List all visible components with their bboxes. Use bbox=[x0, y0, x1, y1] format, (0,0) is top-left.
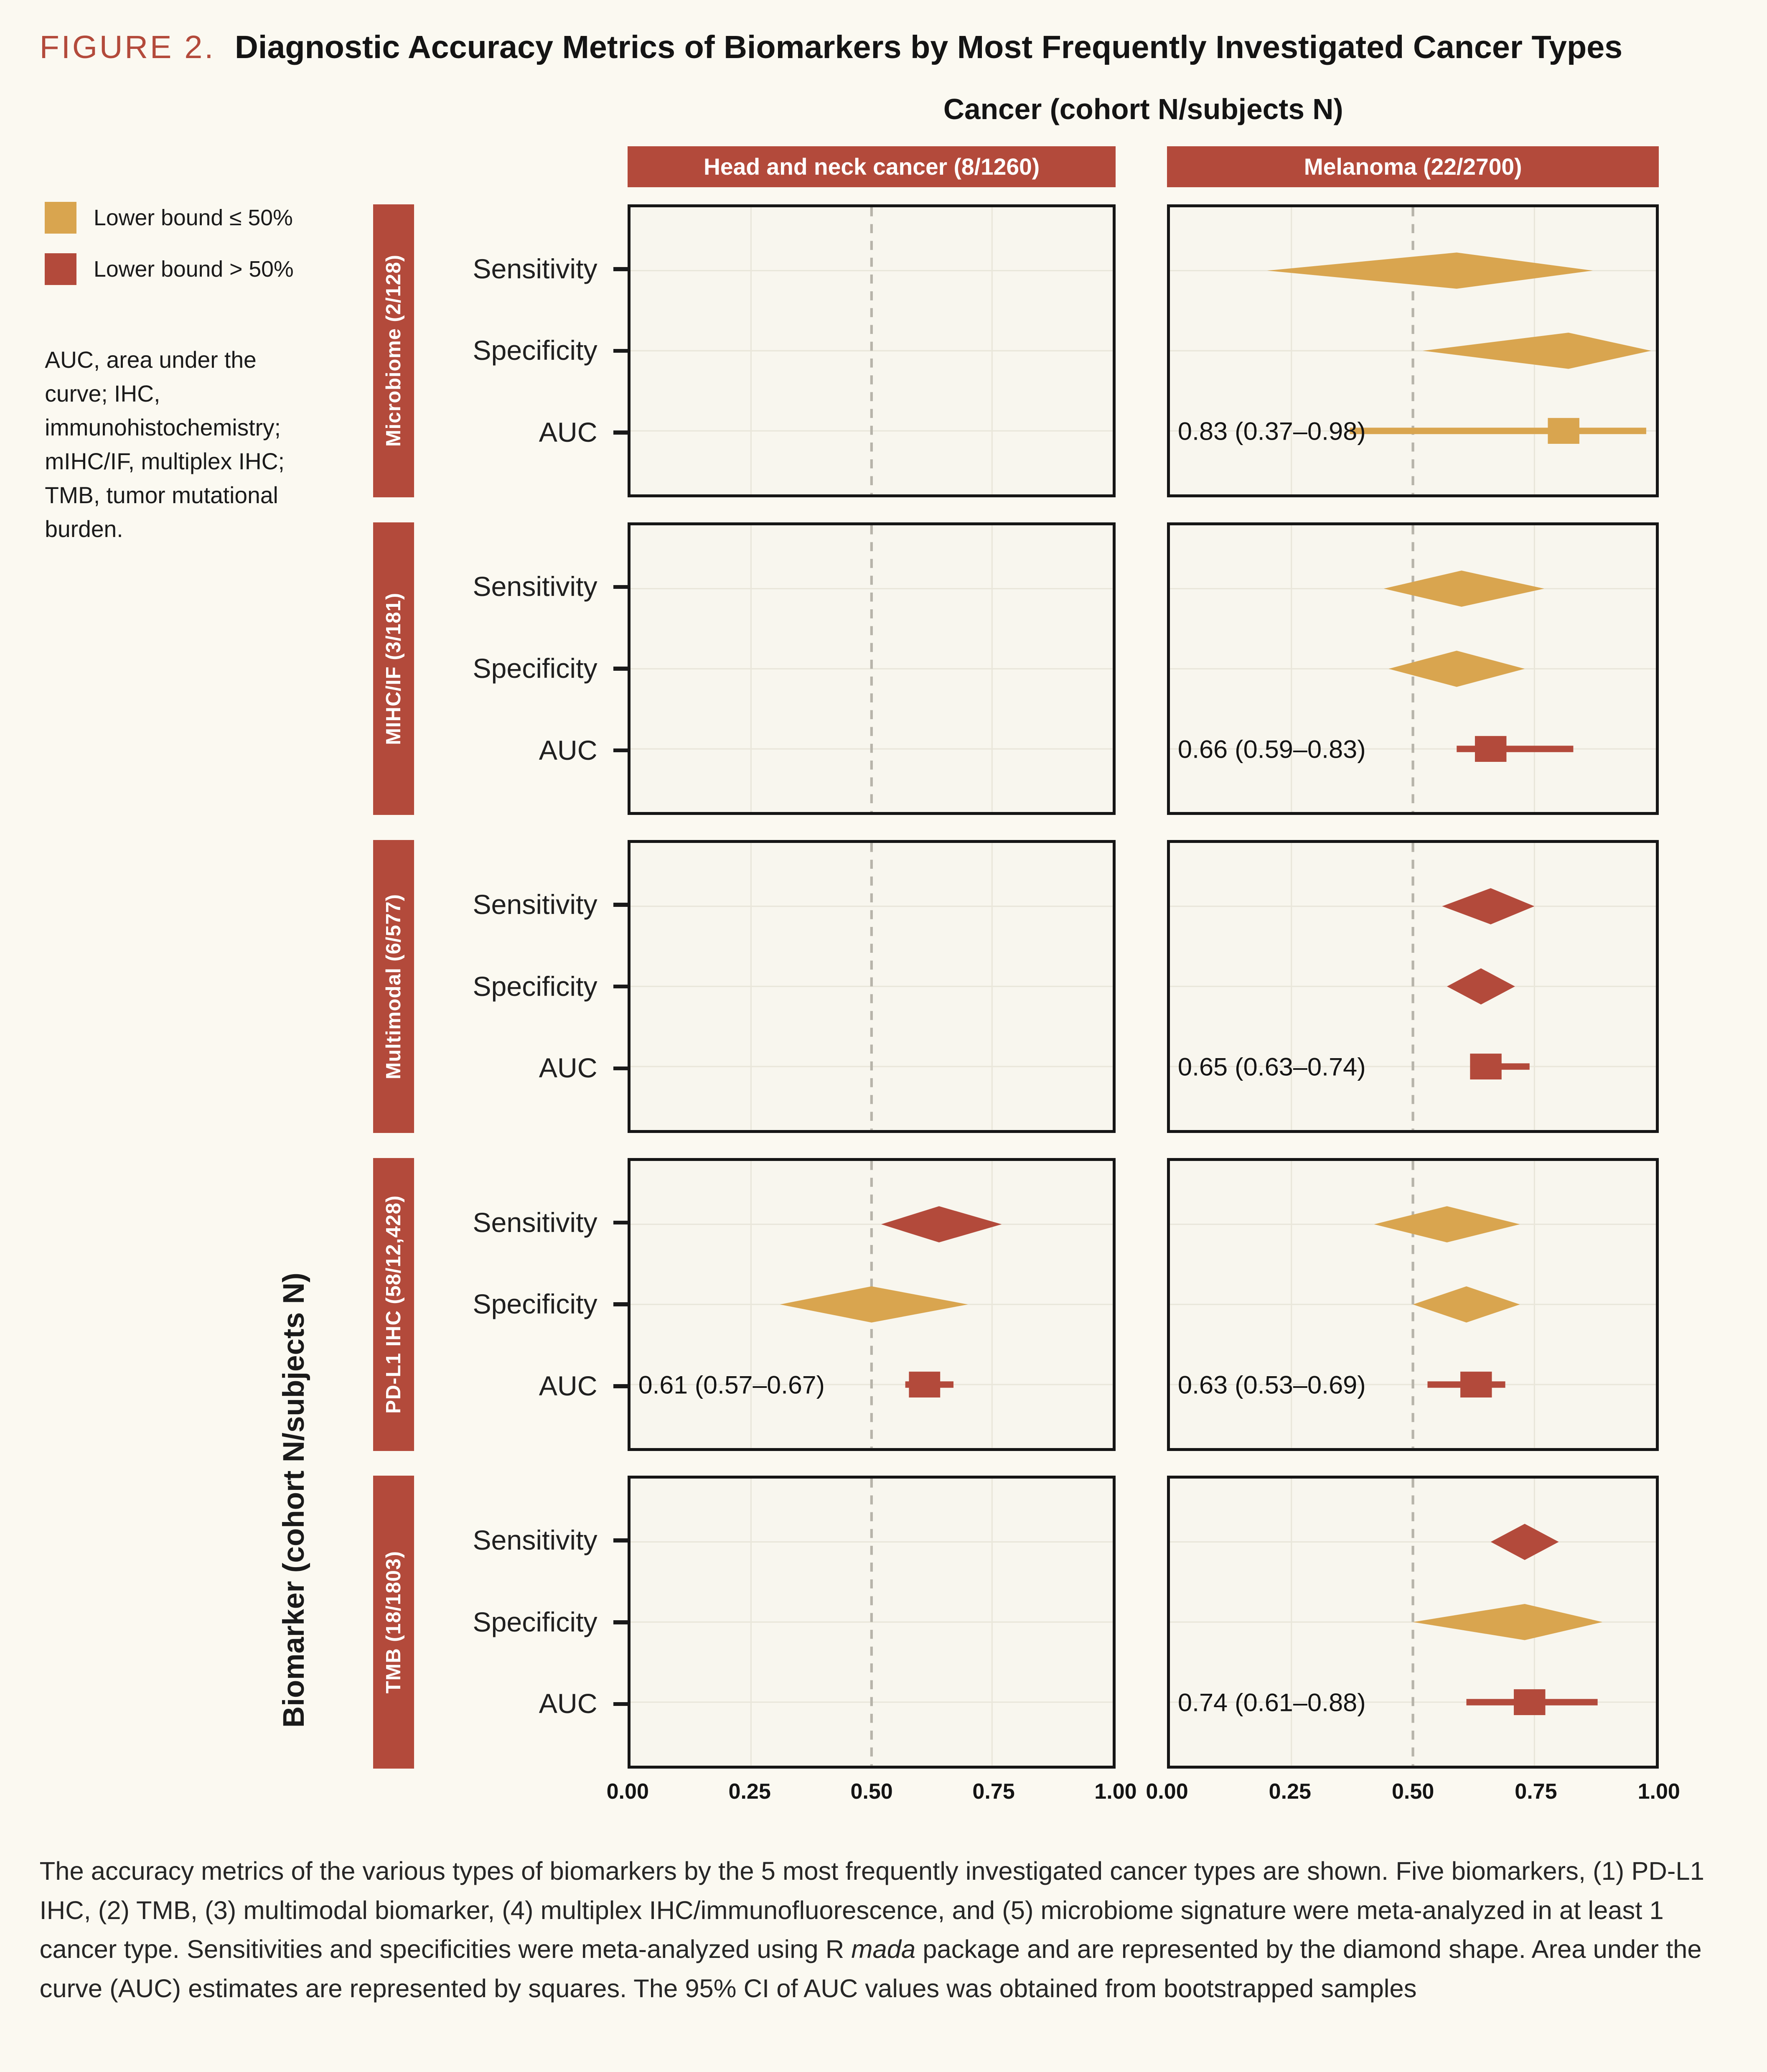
metric-label-specificity: Specificity bbox=[473, 335, 628, 367]
metric-label-specificity: Specificity bbox=[473, 1288, 628, 1320]
column-gap bbox=[1116, 840, 1167, 1133]
caption-text: package and are represented by the diamond shape. Area under the curve (AUC) estimates are represented by squares. The 95% CI of AUC values was obtained from bootstrapped samples bbox=[39, 1935, 1702, 2003]
specificity-diamond bbox=[1413, 1604, 1603, 1640]
axis-tick bbox=[613, 349, 628, 353]
auc-square bbox=[1548, 418, 1579, 444]
metric-label-auc: AUC bbox=[539, 1052, 628, 1084]
biomarker-label-bar bbox=[373, 522, 414, 815]
x-tick-label: 0.50 bbox=[850, 1779, 893, 1804]
plot-panel-row5-col2 bbox=[1167, 1476, 1659, 1769]
caption-text: The accuracy metrics of the various types of biomarkers by the 5 most frequently investigated cancer types are shown. Five biomarkers, (1) PD-L1 IHC, (2) TMB, (3) multimodal biomarker, (4) multiplex IHC/immunofluorescence, and (5) microbiome signature were meta-analyzed in at least 1 cancer type. Sensitivities and specificities were meta-analyzed using R bbox=[39, 1857, 1704, 1964]
plot-panel-row3-col2 bbox=[1167, 840, 1659, 1133]
metric-labels bbox=[414, 840, 628, 1133]
biomarker-label: Microbiome (2/128) bbox=[382, 255, 405, 447]
auc-value-label: 0.63 (0.53–0.69) bbox=[1177, 1371, 1366, 1399]
x-axis-col-1 bbox=[606, 1777, 1137, 1811]
plot-panel-row4-col1 bbox=[628, 1158, 1116, 1451]
row-spacer bbox=[40, 522, 373, 815]
row-axis-title: Biomarker (cohort N/subjects N) bbox=[277, 1273, 310, 1728]
panel-canvas bbox=[631, 525, 1113, 812]
biomarker-label-bar bbox=[373, 840, 414, 1133]
axis-tick bbox=[613, 1538, 628, 1542]
specificity-diamond bbox=[1447, 968, 1515, 1005]
plot-panel-row2-col2 bbox=[1167, 522, 1659, 815]
auc-value-label: 0.61 (0.57–0.67) bbox=[638, 1370, 825, 1399]
auc-value-label: 0.74 (0.61–0.88) bbox=[1177, 1688, 1366, 1717]
plot-panel-row1-col1 bbox=[628, 204, 1116, 497]
panel-canvas bbox=[1170, 207, 1656, 494]
metric-label-sensitivity: Sensitivity bbox=[473, 1525, 628, 1556]
metric-label-sensitivity: Sensitivity bbox=[473, 889, 628, 921]
metric-label-auc: AUC bbox=[539, 417, 628, 448]
x-tick-label: 0.00 bbox=[606, 1779, 649, 1804]
sensitivity-diamond bbox=[881, 1206, 1002, 1242]
metric-labels bbox=[414, 1158, 628, 1451]
axis-tick bbox=[613, 985, 628, 988]
row-spacer bbox=[40, 1476, 373, 1769]
metric-label-auc: AUC bbox=[539, 1688, 628, 1720]
legend-label: Lower bound ≤ 50% bbox=[94, 205, 293, 230]
auc-square bbox=[1460, 1372, 1492, 1397]
abbreviations-note: AUC, area under the curve; IHC, immunohistochemistry; mIHC/IF, multiplex IHC; TMB, tumor mutational burden. bbox=[45, 346, 285, 542]
x-tick-label: 0.75 bbox=[1515, 1779, 1557, 1804]
auc-value-label: 0.66 (0.59–0.83) bbox=[1177, 735, 1366, 764]
sensitivity-diamond bbox=[1267, 252, 1593, 289]
biomarker-label: MIHC/IF (3/181) bbox=[382, 592, 405, 745]
legend-label: Lower bound > 50% bbox=[94, 256, 294, 282]
axis-tick bbox=[613, 1384, 628, 1388]
axis-tick bbox=[613, 267, 628, 271]
biomarker-label-bar bbox=[373, 204, 414, 497]
panel-grid bbox=[40, 204, 1659, 1769]
axis-tick bbox=[613, 430, 628, 434]
column-axis-title: Cancer (cohort N/subjects N) bbox=[943, 92, 1343, 125]
specificity-diamond bbox=[1423, 333, 1651, 369]
auc-value-label: 0.83 (0.37–0.98) bbox=[1177, 417, 1366, 445]
column-gap bbox=[1116, 522, 1167, 815]
sensitivity-diamond bbox=[1442, 888, 1534, 925]
metric-label-sensitivity: Sensitivity bbox=[473, 571, 628, 603]
x-tick-label: 1.00 bbox=[1094, 1779, 1137, 1804]
column-gap bbox=[1116, 1158, 1167, 1451]
plot-panel-row4-col2 bbox=[1167, 1158, 1659, 1451]
x-tick-label: 0.50 bbox=[1391, 1779, 1434, 1804]
axis-tick bbox=[613, 1221, 628, 1224]
column-header-head-and-neck-cancer: Head and neck cancer (8/1260) bbox=[628, 146, 1116, 187]
axis-tick bbox=[613, 748, 628, 752]
panel-canvas bbox=[631, 207, 1113, 494]
biomarker-row-4 bbox=[40, 1158, 1659, 1451]
biomarker-label: TMB (18/1803) bbox=[382, 1551, 405, 1694]
auc-square bbox=[909, 1372, 941, 1397]
specificity-diamond bbox=[780, 1286, 968, 1323]
metric-labels bbox=[414, 522, 628, 815]
axis-tick bbox=[613, 667, 628, 670]
plot-panel-row5-col1 bbox=[628, 1476, 1116, 1769]
metric-label-specificity: Specificity bbox=[473, 971, 628, 1003]
axis-tick bbox=[613, 1067, 628, 1070]
specificity-diamond bbox=[1388, 651, 1525, 687]
panel-canvas bbox=[1170, 1161, 1656, 1448]
figure-label: FIGURE 2. bbox=[39, 29, 216, 66]
panel-canvas bbox=[1170, 843, 1656, 1130]
biomarker-row-1 bbox=[40, 204, 1659, 497]
biomarker-label-bar bbox=[373, 1158, 414, 1451]
biomarker-row-5 bbox=[40, 1476, 1659, 1769]
panel-canvas bbox=[1170, 525, 1656, 812]
plot-panel-row3-col1 bbox=[628, 840, 1116, 1133]
plot-panel-row2-col1 bbox=[628, 522, 1116, 815]
axis-tick bbox=[613, 903, 628, 906]
row-spacer bbox=[40, 1158, 373, 1451]
panel-canvas bbox=[1170, 1479, 1656, 1766]
biomarker-row-3 bbox=[40, 840, 1659, 1133]
biomarker-label-bar bbox=[373, 1476, 414, 1769]
panel-canvas bbox=[631, 1479, 1113, 1766]
metric-labels bbox=[414, 1476, 628, 1769]
metric-labels bbox=[414, 204, 628, 497]
axis-tick bbox=[613, 1702, 628, 1706]
row-spacer bbox=[40, 204, 373, 497]
x-tick-label: 0.00 bbox=[1146, 1779, 1188, 1804]
caption-italic-mada: mada bbox=[851, 1935, 916, 1964]
axis-tick bbox=[613, 1620, 628, 1624]
metric-label-specificity: Specificity bbox=[473, 653, 628, 685]
column-header-melanoma: Melanoma (22/2700) bbox=[1167, 146, 1659, 187]
metric-label-auc: AUC bbox=[539, 735, 628, 766]
panel-canvas bbox=[631, 1161, 1113, 1448]
sensitivity-diamond bbox=[1374, 1206, 1520, 1242]
x-axes bbox=[0, 1777, 1767, 1811]
sensitivity-diamond bbox=[1384, 570, 1544, 607]
biomarker-label: Multimodal (6/577) bbox=[382, 893, 405, 1079]
figure-title: Diagnostic Accuracy Metrics of Biomarkers by Most Frequently Investigated Cancer Types bbox=[235, 29, 1623, 66]
x-tick-label: 0.25 bbox=[728, 1779, 771, 1804]
auc-value-label: 0.65 (0.63–0.74) bbox=[1177, 1053, 1366, 1081]
axis-tick bbox=[613, 1302, 628, 1306]
specificity-diamond bbox=[1413, 1286, 1520, 1323]
biomarker-row-2 bbox=[40, 522, 1659, 815]
figure-caption bbox=[40, 1852, 1738, 2008]
auc-square bbox=[1514, 1690, 1545, 1716]
x-tick-label: 0.75 bbox=[972, 1779, 1015, 1804]
x-tick-label: 1.00 bbox=[1637, 1779, 1680, 1804]
metric-label-auc: AUC bbox=[539, 1370, 628, 1402]
plot-panel-row1-col2 bbox=[1167, 204, 1659, 497]
panel-canvas bbox=[631, 843, 1113, 1130]
auc-square bbox=[1470, 1054, 1501, 1079]
metric-label-sensitivity: Sensitivity bbox=[473, 253, 628, 285]
metric-label-specificity: Specificity bbox=[473, 1606, 628, 1638]
figure-header bbox=[40, 29, 1623, 66]
biomarker-label: PD-L1 IHC (58/12,428) bbox=[382, 1195, 405, 1414]
auc-square bbox=[1475, 736, 1506, 762]
x-axis-col-2 bbox=[1146, 1777, 1680, 1811]
column-gap bbox=[1116, 204, 1167, 497]
column-gap bbox=[1116, 1476, 1167, 1769]
metric-label-sensitivity: Sensitivity bbox=[473, 1207, 628, 1239]
sensitivity-diamond bbox=[1491, 1524, 1559, 1560]
axis-tick bbox=[613, 585, 628, 589]
x-tick-label: 0.25 bbox=[1269, 1779, 1312, 1804]
row-spacer bbox=[40, 840, 373, 1133]
